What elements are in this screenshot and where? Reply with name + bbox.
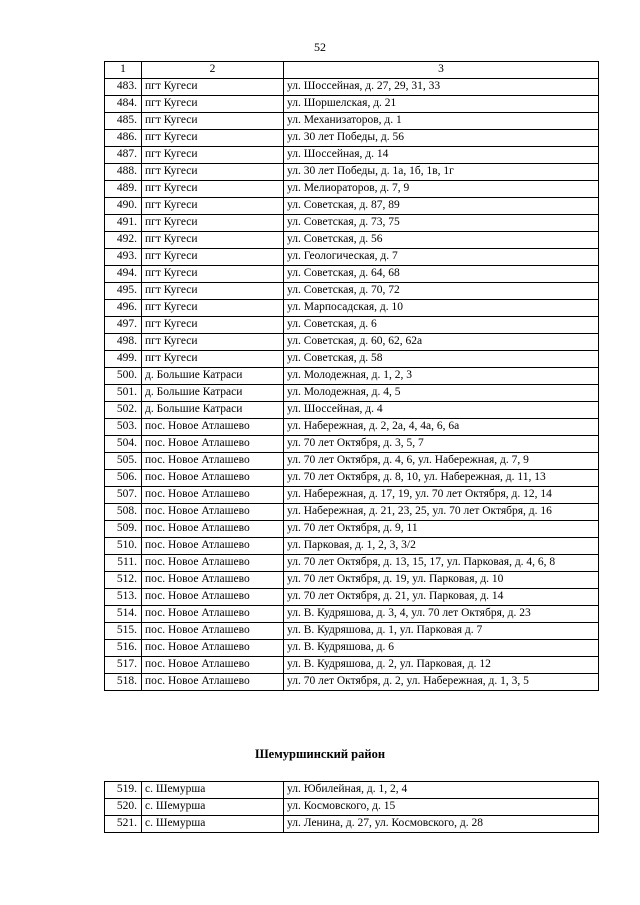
table-row [105, 538, 599, 555]
table-row [105, 113, 599, 130]
row-address: ул. Шоссейная, д. 27, 29, 31, 33 [284, 79, 599, 96]
row-place: с. Шемурша [142, 782, 284, 799]
row-place: пгт Кугеси [142, 300, 284, 317]
row-place: пос. Новое Атлашево [142, 453, 284, 470]
row-place: пос. Новое Атлашево [142, 419, 284, 436]
table-row [105, 300, 599, 317]
row-number: 497. [105, 317, 142, 334]
row-address: ул. Советская, д. 73, 75 [284, 215, 599, 232]
table-row [105, 640, 599, 657]
table-row [105, 283, 599, 300]
row-address: ул. 70 лет Октября, д. 2, ул. Набережная, д. 1, 3, 5 [284, 674, 599, 691]
row-number: 487. [105, 147, 142, 164]
row-place: пгт Кугеси [142, 130, 284, 147]
row-number: 499. [105, 351, 142, 368]
row-place: пгт Кугеси [142, 351, 284, 368]
row-address: ул. 70 лет Октября, д. 3, 5, 7 [284, 436, 599, 453]
table-row [105, 181, 599, 198]
row-place: пос. Новое Атлашево [142, 436, 284, 453]
table-row [105, 487, 599, 504]
row-address: ул. 70 лет Октября, д. 9, 11 [284, 521, 599, 538]
header-cell-place: 2 [142, 62, 284, 79]
table-row [105, 782, 599, 799]
row-address: ул. 30 лет Победы, д. 56 [284, 130, 599, 147]
table-row [105, 351, 599, 368]
row-address: ул. Молодежная, д. 4, 5 [284, 385, 599, 402]
address-table [104, 61, 599, 691]
row-address: ул. 30 лет Победы, д. 1а, 1б, 1в, 1г [284, 164, 599, 181]
table-row [105, 402, 599, 419]
row-number: 508. [105, 504, 142, 521]
row-place: пгт Кугеси [142, 283, 284, 300]
row-address: ул. Советская, д. 70, 72 [284, 283, 599, 300]
row-place: д. Большие Катраси [142, 402, 284, 419]
header-cell-address: 3 [284, 62, 599, 79]
table-row [105, 96, 599, 113]
row-place: пос. Новое Атлашево [142, 504, 284, 521]
row-place: пос. Новое Атлашево [142, 572, 284, 589]
row-place: пгт Кугеси [142, 164, 284, 181]
table-row [105, 368, 599, 385]
row-number: 493. [105, 249, 142, 266]
table-row [105, 164, 599, 181]
row-number: 517. [105, 657, 142, 674]
row-address: ул. Марпосадская, д. 10 [284, 300, 599, 317]
table-row [105, 215, 599, 232]
row-address: ул. Советская, д. 58 [284, 351, 599, 368]
row-number: 510. [105, 538, 142, 555]
row-address: ул. Шоссейная, д. 4 [284, 402, 599, 419]
row-number: 504. [105, 436, 142, 453]
table-row [105, 249, 599, 266]
table-header-row [105, 62, 599, 79]
section-address-table [104, 781, 599, 833]
row-address: ул. Набережная, д. 2, 2а, 4, 4а, 6, 6а [284, 419, 599, 436]
row-place: пос. Новое Атлашево [142, 657, 284, 674]
row-place: с. Шемурша [142, 816, 284, 833]
row-address: ул. 70 лет Октября, д. 19, ул. Парковая, д. 10 [284, 572, 599, 589]
table-row [105, 606, 599, 623]
row-number: 484. [105, 96, 142, 113]
row-place: пгт Кугеси [142, 249, 284, 266]
row-address: ул. Механизаторов, д. 1 [284, 113, 599, 130]
row-place: пос. Новое Атлашево [142, 487, 284, 504]
row-number: 486. [105, 130, 142, 147]
row-number: 502. [105, 402, 142, 419]
row-number: 515. [105, 623, 142, 640]
row-address: ул. 70 лет Октября, д. 13, 15, 17, ул. Парковая, д. 4, 6, 8 [284, 555, 599, 572]
table-row [105, 657, 599, 674]
table-row [105, 266, 599, 283]
row-number: 519. [105, 782, 142, 799]
row-number: 483. [105, 79, 142, 96]
row-address: ул. Шоссейная, д. 14 [284, 147, 599, 164]
row-address: ул. Ленина, д. 27, ул. Космовского, д. 28 [284, 816, 599, 833]
row-number: 494. [105, 266, 142, 283]
table-row [105, 674, 599, 691]
table-row [105, 79, 599, 96]
row-address: ул. 70 лет Октября, д. 21, ул. Парковая, д. 14 [284, 589, 599, 606]
table-row [105, 198, 599, 215]
row-place: пгт Кугеси [142, 113, 284, 130]
row-place: пос. Новое Атлашево [142, 589, 284, 606]
row-place: д. Большие Катраси [142, 385, 284, 402]
row-address: ул. Советская, д. 60, 62, 62а [284, 334, 599, 351]
row-address: ул. Космовского, д. 15 [284, 799, 599, 816]
row-number: 509. [105, 521, 142, 538]
row-place: пгт Кугеси [142, 317, 284, 334]
row-number: 513. [105, 589, 142, 606]
row-number: 507. [105, 487, 142, 504]
row-address: ул. Советская, д. 87, 89 [284, 198, 599, 215]
row-place: пгт Кугеси [142, 215, 284, 232]
row-number: 518. [105, 674, 142, 691]
row-number: 506. [105, 470, 142, 487]
row-number: 492. [105, 232, 142, 249]
row-place: пос. Новое Атлашево [142, 555, 284, 572]
row-place: пос. Новое Атлашево [142, 640, 284, 657]
row-address: ул. Шоршелская, д. 21 [284, 96, 599, 113]
row-number: 500. [105, 368, 142, 385]
table-row [105, 147, 599, 164]
table-row [105, 232, 599, 249]
table-row [105, 521, 599, 538]
table-row [105, 453, 599, 470]
header-cell-number: 1 [105, 62, 142, 79]
table-row [105, 385, 599, 402]
row-place: пгт Кугеси [142, 181, 284, 198]
row-address: ул. В. Кудряшова, д. 6 [284, 640, 599, 657]
table-row [105, 130, 599, 147]
table-row [105, 799, 599, 816]
row-address: ул. Советская, д. 6 [284, 317, 599, 334]
row-number: 488. [105, 164, 142, 181]
row-address: ул. В. Кудряшова, д. 2, ул. Парковая, д. 12 [284, 657, 599, 674]
row-address: ул. 70 лет Октября, д. 8, 10, ул. Набережная, д. 11, 13 [284, 470, 599, 487]
row-number: 520. [105, 799, 142, 816]
table-row [105, 419, 599, 436]
row-number: 490. [105, 198, 142, 215]
table-row [105, 317, 599, 334]
table-row [105, 436, 599, 453]
row-address: ул. Геологическая, д. 7 [284, 249, 599, 266]
row-number: 503. [105, 419, 142, 436]
table-row [105, 572, 599, 589]
table-row [105, 623, 599, 640]
row-number: 511. [105, 555, 142, 572]
row-number: 512. [105, 572, 142, 589]
row-place: пос. Новое Атлашево [142, 538, 284, 555]
section-title: Шемуршинский район [254, 747, 386, 761]
table-row [105, 334, 599, 351]
row-address: ул. Набережная, д. 21, 23, 25, ул. 70 лет Октября, д. 16 [284, 504, 599, 521]
row-place: пгт Кугеси [142, 334, 284, 351]
row-address: ул. Мелиораторов, д. 7, 9 [284, 181, 599, 198]
row-number: 489. [105, 181, 142, 198]
row-address: ул. Молодежная, д. 1, 2, 3 [284, 368, 599, 385]
row-address: ул. В. Кудряшова, д. 1, ул. Парковая д. 7 [284, 623, 599, 640]
row-address: ул. Парковая, д. 1, 2, 3, 3/2 [284, 538, 599, 555]
row-place: с. Шемурша [142, 799, 284, 816]
row-address: ул. В. Кудряшова, д. 3, 4, ул. 70 лет Октября, д. 23 [284, 606, 599, 623]
row-place: пос. Новое Атлашево [142, 674, 284, 691]
row-place: пос. Новое Атлашево [142, 623, 284, 640]
row-number: 514. [105, 606, 142, 623]
row-address: ул. Набережная, д. 17, 19, ул. 70 лет Октября, д. 12, 14 [284, 487, 599, 504]
row-number: 495. [105, 283, 142, 300]
row-place: д. Большие Катраси [142, 368, 284, 385]
row-place: пгт Кугеси [142, 266, 284, 283]
row-number: 521. [105, 816, 142, 833]
row-number: 498. [105, 334, 142, 351]
row-number: 496. [105, 300, 142, 317]
row-number: 516. [105, 640, 142, 657]
row-place: пгт Кугеси [142, 96, 284, 113]
table-row [105, 816, 599, 833]
row-place: пгт Кугеси [142, 232, 284, 249]
table-row [105, 504, 599, 521]
row-place: пос. Новое Атлашево [142, 606, 284, 623]
row-address: ул. Советская, д. 64, 68 [284, 266, 599, 283]
row-number: 501. [105, 385, 142, 402]
row-place: пгт Кугеси [142, 198, 284, 215]
table-row [105, 555, 599, 572]
table-row [105, 470, 599, 487]
table-row [105, 589, 599, 606]
row-number: 505. [105, 453, 142, 470]
row-address: ул. Советская, д. 56 [284, 232, 599, 249]
row-place: пгт Кугеси [142, 79, 284, 96]
row-number: 485. [105, 113, 142, 130]
row-place: пос. Новое Атлашево [142, 521, 284, 538]
page-number: 52 [314, 40, 326, 54]
row-place: пос. Новое Атлашево [142, 470, 284, 487]
row-number: 491. [105, 215, 142, 232]
row-address: ул. Юбилейная, д. 1, 2, 4 [284, 782, 599, 799]
row-address: ул. 70 лет Октября, д. 4, 6, ул. Набережная, д. 7, 9 [284, 453, 599, 470]
row-place: пгт Кугеси [142, 147, 284, 164]
